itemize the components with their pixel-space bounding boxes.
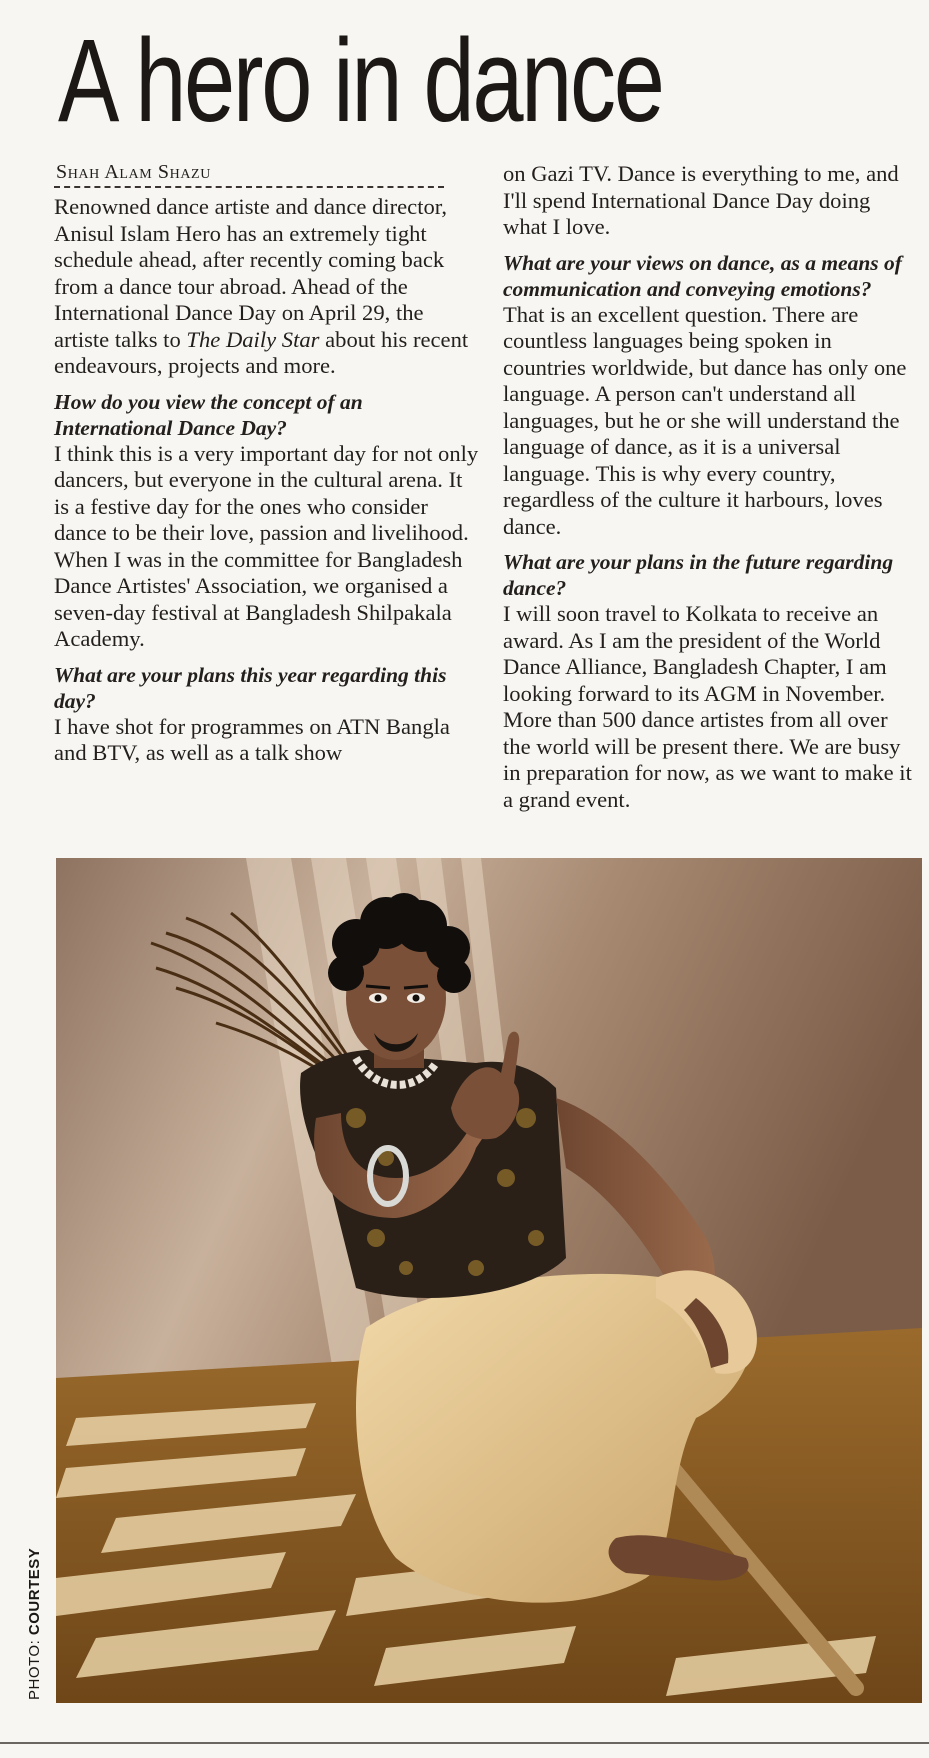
intro-text: Renowned dance artiste and dance director, Anisul Islam Hero has an extremely tight schedule ahead, after recently coming back from a dance tour abroad. Ahead of the International Dance Day on April 29, the artiste talks to <box>54 194 448 352</box>
article-column-left <box>54 160 479 767</box>
headline: A hero in dance <box>58 15 663 147</box>
answer-1: I think this is a very important day for not only dancers, but everyone in the cultural arena. It is a festive day for the ones who consider dance to be their love, passion and livelihood. When I was in the committee for Bangladesh Dance Artistes' Association, we organised a seven-day festival at Bangladesh Shilpakala Academy. <box>54 440 479 651</box>
byline: Shah Alam Shazu <box>56 161 211 183</box>
question-1: How do you view the concept of an International Dance Day? <box>54 389 363 440</box>
answer-4: I will soon travel to Kolkata to receive an award. As I am the president of the World Dance Alliance, Bangladesh Chapter, I am looking forward to its AGM in November. More than 500 dance artistes from all over the world will be present there. We are busy in preparation for now, as we want to make it a grand event. <box>503 601 912 812</box>
intro-text-end: about his recent endeavours, projects and more. <box>54 326 469 378</box>
question-3: What are your views on dance, as a means of communication and conveying emotions? <box>503 250 902 301</box>
dancer-photo <box>56 858 922 1703</box>
answer-2-continued: on Gazi TV. Dance is everything to me, and I'll spend International Dance Day doing what I love. <box>503 161 899 239</box>
page-bottom-divider <box>0 1742 929 1744</box>
article-column-right <box>503 161 913 813</box>
photo-credit <box>26 1548 43 1700</box>
photo-credit-prefix: PHOTO: <box>26 1635 43 1700</box>
answer-2: I have shot for programmes on ATN Bangla and BTV, as well as a talk show <box>54 713 450 765</box>
answer-3: That is an excellent question. There are countless languages being spoken in countries worldwide, but dance has only one language. A person can't understand all languages, but he or she will understand the language of dance, as it is a universal language. This is why every country, regardless of the culture it harbours, loves dance. <box>503 301 907 539</box>
publication-name: The Daily Star <box>186 326 320 352</box>
question-2: What are your plans this year regarding this day? <box>54 662 447 713</box>
photo-credit-name: COURTESY <box>26 1547 43 1636</box>
byline-divider <box>54 186 444 188</box>
dancer-photo-illustration <box>56 858 922 1703</box>
intro-paragraph <box>54 194 479 380</box>
question-4: What are your plans in the future regarding dance? <box>503 550 894 600</box>
